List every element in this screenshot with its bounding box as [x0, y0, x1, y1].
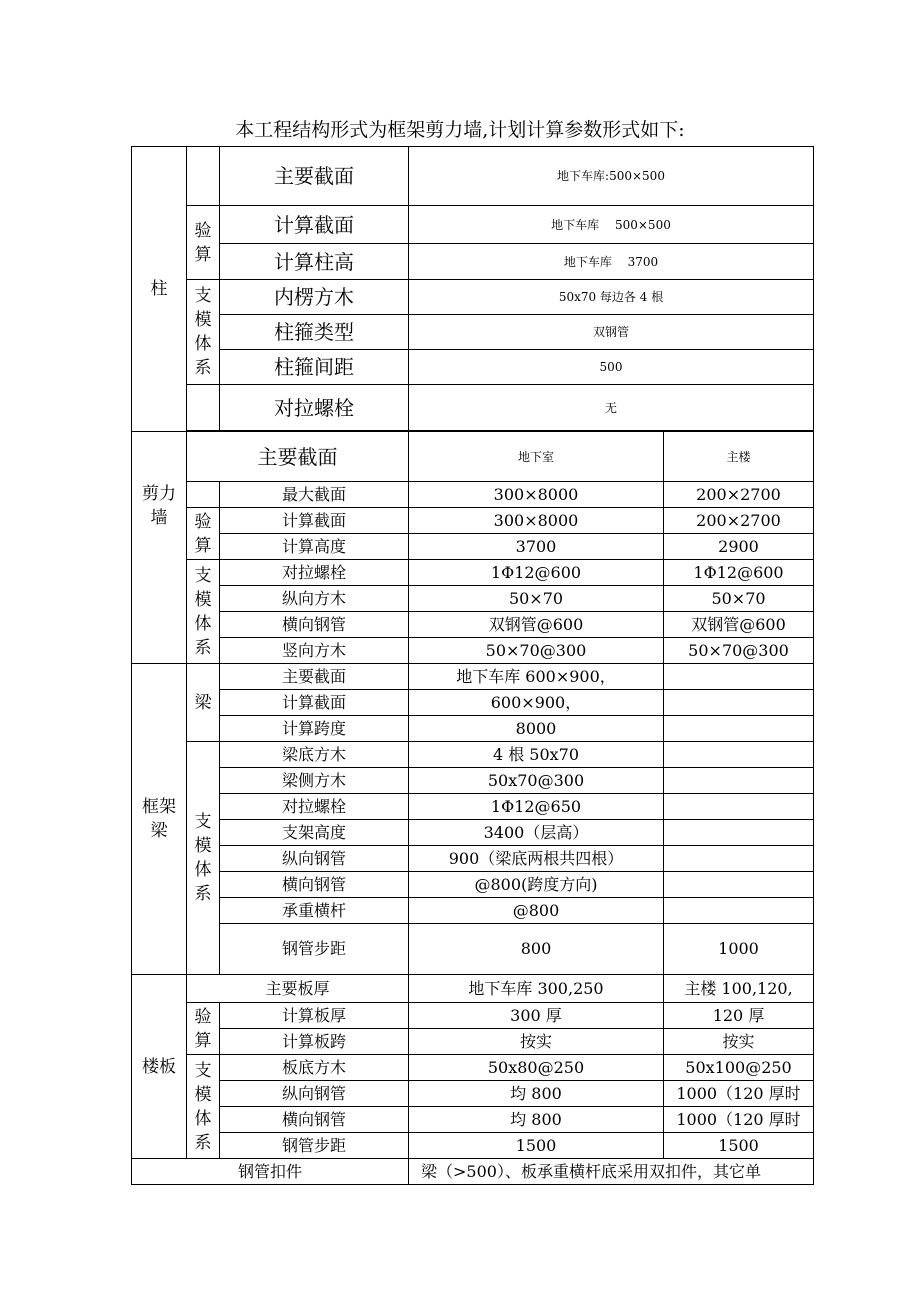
slab-group-support: 支 模 体 系	[187, 1055, 220, 1159]
beam-label-side-timber: 梁侧方木	[220, 768, 409, 794]
parameter-table	[131, 146, 814, 1185]
wall-empty-cat-top	[132, 432, 187, 482]
beam-label-bottom-timber: 梁底方木	[220, 742, 409, 768]
beam-label-main-section: 主要截面	[220, 664, 409, 690]
wall-label-max-section: 最大截面	[220, 482, 409, 508]
beam-v2-pipe-step: 1000	[664, 924, 814, 975]
beam-v2-calc-section	[664, 690, 814, 716]
wall-v1-calc-section: 300×8000	[409, 508, 664, 534]
beam-v1-trans-pipe: @800(跨度方向)	[409, 872, 664, 898]
fastener-label: 钢管扣件	[132, 1159, 409, 1185]
beam-v2-tie-bolt	[664, 794, 814, 820]
slab-label-trans-pipe: 横向钢管	[220, 1107, 409, 1133]
slab-v1-calc-thickness: 300 厚	[409, 1003, 664, 1029]
column-value-inner-timber: 50x70 每边各 4 根	[409, 280, 814, 315]
slab-v2-long-pipe: 1000（120 厚时	[664, 1081, 814, 1107]
wall-label-vert-timber: 竖向方木	[220, 638, 409, 664]
beam-v1-support-height: 3400（层高）	[409, 820, 664, 846]
beam-label-calc-section: 计算截面	[220, 690, 409, 716]
wall-label-calc-section: 计算截面	[220, 508, 409, 534]
slab-label-bottom-timber: 板底方木	[220, 1055, 409, 1081]
wall-label-tie-bolt: 对拉螺栓	[220, 560, 409, 586]
wall-v1-long-timber: 50×70	[409, 586, 664, 612]
beam-label-load-bar: 承重横杆	[220, 898, 409, 924]
column-value-calc-section: 地下车库 500×500	[409, 206, 814, 244]
beam-v2-load-bar	[664, 898, 814, 924]
slab-v1-calc-span: 按实	[409, 1029, 664, 1055]
wall-header-col1: 地下室	[409, 432, 664, 482]
beam-v1-pipe-step: 800	[409, 924, 664, 975]
category-beam: 框架 梁	[132, 664, 187, 975]
wall-v1-trans-pipe: 双钢管@600	[409, 612, 664, 638]
slab-v2-trans-pipe: 1000（120 厚时	[664, 1107, 814, 1133]
beam-v1-tie-bolt: 1Φ12@650	[409, 794, 664, 820]
wall-v2-vert-timber: 50×70@300	[664, 638, 814, 664]
column-group-support: 支 模 体 系	[187, 280, 220, 385]
wall-v1-vert-timber: 50×70@300	[409, 638, 664, 664]
beam-v2-main-section	[664, 664, 814, 690]
beam-group-support: 支 模 体 系	[187, 742, 220, 975]
page-title: 本工程结构形式为框架剪力墙,计划计算参数形式如下:	[235, 119, 685, 141]
wall-header-label: 主要截面	[187, 432, 409, 482]
wall-v2-trans-pipe: 双钢管@600	[664, 612, 814, 638]
slab-label-calc-span: 计算板跨	[220, 1029, 409, 1055]
column-value-tie-bolt: 无	[409, 385, 814, 431]
slab-v1-long-pipe: 均 800	[409, 1081, 664, 1107]
beam-v1-calc-span: 8000	[409, 716, 664, 742]
column-label-hoop-spacing: 柱箍间距	[220, 350, 409, 385]
wall-v2-calc-height: 2900	[664, 534, 814, 560]
category-wall: 剪力 墙	[132, 482, 187, 664]
wall-v1-tie-bolt: 1Φ12@600	[409, 560, 664, 586]
beam-v1-long-pipe: 900（梁底两根共四根）	[409, 846, 664, 872]
wall-label-long-timber: 纵向方木	[220, 586, 409, 612]
column-empty-group	[187, 147, 220, 206]
slab-label-calc-thickness: 计算板厚	[220, 1003, 409, 1029]
wall-label-calc-height: 计算高度	[220, 534, 409, 560]
slab-header-col2: 主楼 100,120,	[664, 975, 814, 1003]
beam-label-support-height: 支架高度	[220, 820, 409, 846]
wall-v1-calc-height: 3700	[409, 534, 664, 560]
beam-v2-bottom-timber	[664, 742, 814, 768]
beam-v2-side-timber	[664, 768, 814, 794]
beam-v2-support-height	[664, 820, 814, 846]
wall-group-support: 支 模 体 系	[187, 560, 220, 664]
beam-label-calc-span: 计算跨度	[220, 716, 409, 742]
column-label-tie-bolt: 对拉螺栓	[220, 385, 409, 431]
beam-v1-load-bar: @800	[409, 898, 664, 924]
beam-label-long-pipe: 纵向钢管	[220, 846, 409, 872]
column-value-calc-height: 地下车库 3700	[409, 244, 814, 280]
beam-v2-long-pipe	[664, 846, 814, 872]
category-slab: 楼板	[132, 975, 187, 1159]
slab-v1-pipe-step: 1500	[409, 1133, 664, 1159]
slab-label-pipe-step: 钢管步距	[220, 1133, 409, 1159]
beam-v1-side-timber: 50x70@300	[409, 768, 664, 794]
column-label-main-section: 主要截面	[220, 147, 409, 206]
column-value-main-section: 地下车库:500×500	[409, 147, 814, 206]
beam-v2-trans-pipe	[664, 872, 814, 898]
slab-v2-calc-span: 按实	[664, 1029, 814, 1055]
column-value-hoop-type: 双钢管	[409, 315, 814, 350]
slab-v1-bottom-timber: 50x80@250	[409, 1055, 664, 1081]
column-empty-group-2	[187, 385, 220, 431]
fastener-value: 梁（>500）、板承重横杆底采用双扣件，其它单	[409, 1159, 814, 1185]
wall-header-col2: 主楼	[664, 432, 814, 482]
column-label-calc-section: 计算截面	[220, 206, 409, 244]
slab-header-label: 主要板厚	[187, 975, 409, 1003]
column-label-calc-height: 计算柱高	[220, 244, 409, 280]
column-value-hoop-spacing: 500	[409, 350, 814, 385]
wall-label-trans-pipe: 横向钢管	[220, 612, 409, 638]
slab-v2-calc-thickness: 120 厚	[664, 1003, 814, 1029]
slab-v1-trans-pipe: 均 800	[409, 1107, 664, 1133]
column-label-hoop-type: 柱箍类型	[220, 315, 409, 350]
wall-v2-calc-section: 200×2700	[664, 508, 814, 534]
wall-v2-long-timber: 50×70	[664, 586, 814, 612]
beam-label-tie-bolt: 对拉螺栓	[220, 794, 409, 820]
slab-group-check: 验 算	[187, 1003, 220, 1055]
slab-v2-bottom-timber: 50x100@250	[664, 1055, 814, 1081]
beam-v1-bottom-timber: 4 根 50x70	[409, 742, 664, 768]
wall-v1-max-section: 300×8000	[409, 482, 664, 508]
wall-empty-group	[187, 482, 220, 508]
slab-label-long-pipe: 纵向钢管	[220, 1081, 409, 1107]
beam-v1-main-section: 地下车库 600×900，	[409, 664, 664, 690]
wall-group-check: 验 算	[187, 508, 220, 560]
column-group-check: 验 算	[187, 206, 220, 280]
slab-v2-pipe-step: 1500	[664, 1133, 814, 1159]
category-column: 柱	[132, 147, 187, 432]
beam-label-trans-pipe: 横向钢管	[220, 872, 409, 898]
slab-header-col1: 地下车库 300,250	[409, 975, 664, 1003]
beam-v2-calc-span	[664, 716, 814, 742]
beam-label-pipe-step: 钢管步距	[220, 924, 409, 975]
wall-v2-tie-bolt: 1Φ12@600	[664, 560, 814, 586]
beam-group-beam: 梁	[187, 664, 220, 742]
beam-v1-calc-section: 600×900，	[409, 690, 664, 716]
wall-v2-max-section: 200×2700	[664, 482, 814, 508]
column-label-inner-timber: 内楞方木	[220, 280, 409, 315]
